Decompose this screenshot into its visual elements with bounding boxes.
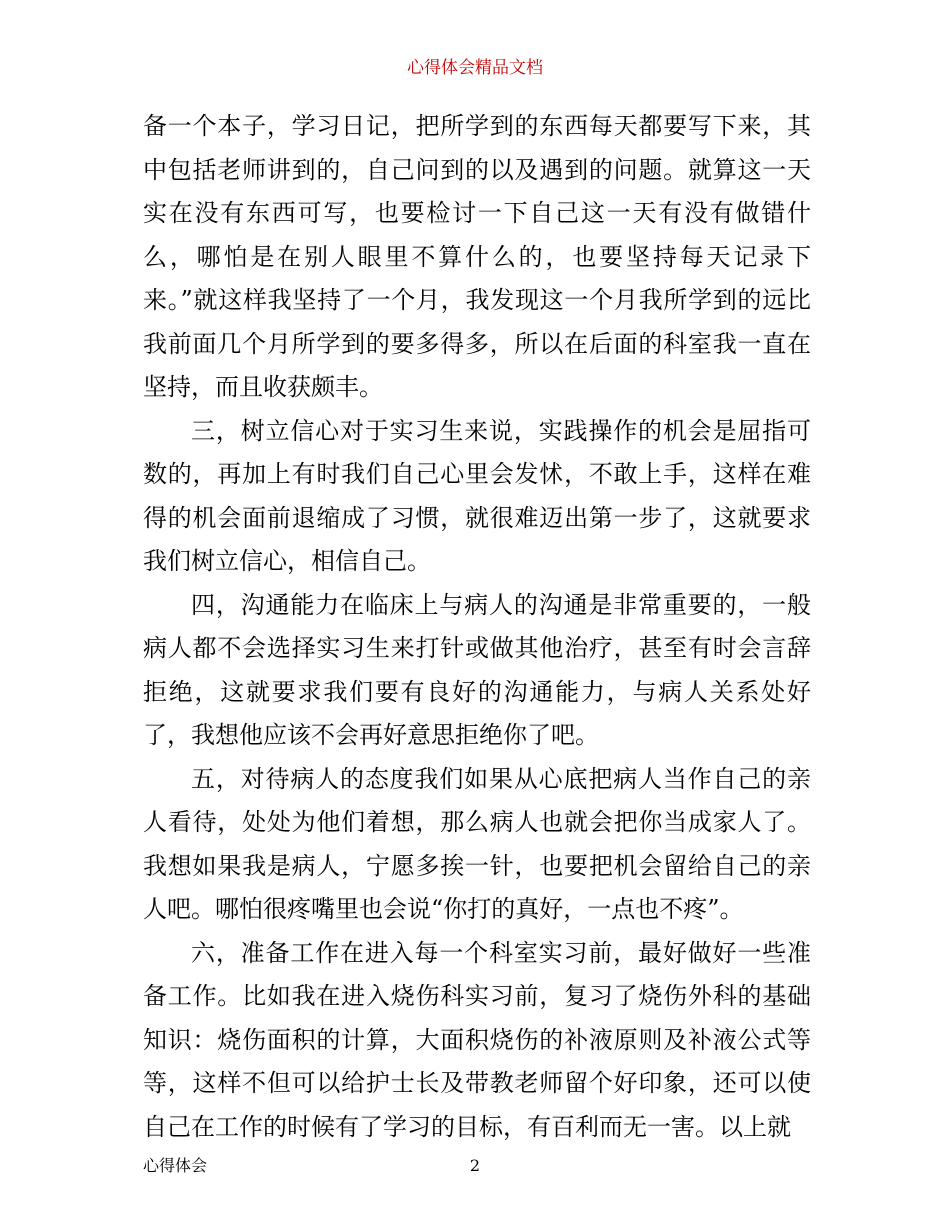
- paragraph-attitude: 五，对待病人的态度我们如果从心底把病人当作自己的亲人看待，处处为他们着想，那么病人也就会把你当成家人了。我想如果我是病人，宁愿多挨一针，也要把机会留给自己的亲人吧。哪怕很疼嘴里也会说“你打的真好，一点也不疼”。: [143, 764, 811, 923]
- paragraph-confidence: 三，树立信心对于实习生来说，实践操作的机会是屈指可数的，再加上有时我们自己心里会发怵，不敢上手，这样在难得的机会面前退缩成了习惯，就很难迈出第一步了，这就要求我们树立信心，相信自己。: [143, 416, 811, 575]
- page-header-title: 心得体会精品文档: [407, 58, 543, 78]
- footer-label: 心得体会: [143, 1156, 208, 1175]
- document-body: [143, 105, 811, 1149]
- paragraph-continued: 备一个本子，学习日记，把所学到的东西每天都要写下来，其中包括老师讲到的，自己问到的以及遇到的问题。就算这一天实在没有东西可写，也要检讨一下自己这一天有没有做错什么，哪怕是在别人眼里不算什么的，也要坚持每天记录下来。”就这样我坚持了一个月，我发现这一个月我所学到的远比我前面几个月所学到的要多得多，所以在后面的科室我一直在坚持，而且收获颇丰。: [143, 112, 811, 401]
- page-number: 2: [469, 1156, 481, 1175]
- paragraph-preparation: 六，准备工作在进入每一个科室实习前，最好做好一些准备工作。比如我在进入烧伤科实习前，复习了烧伤外科的基础知识：烧伤面积的计算，大面积烧伤的补液原则及补液公式等等，这样不但可以给护士长及带教老师留个好印象，还可以使自己在工作的时候有了学习的目标，有百利而无一害。以上就: [143, 938, 811, 1141]
- paragraph-communication: 四，沟通能力在临床上与病人的沟通是非常重要的，一般病人都不会选择实习生来打针或做其他治疗，甚至有时会言辞拒绝，这就要求我们要有良好的沟通能力，与病人关系处好了，我想他应该不会再好意思拒绝你了吧。: [143, 590, 811, 749]
